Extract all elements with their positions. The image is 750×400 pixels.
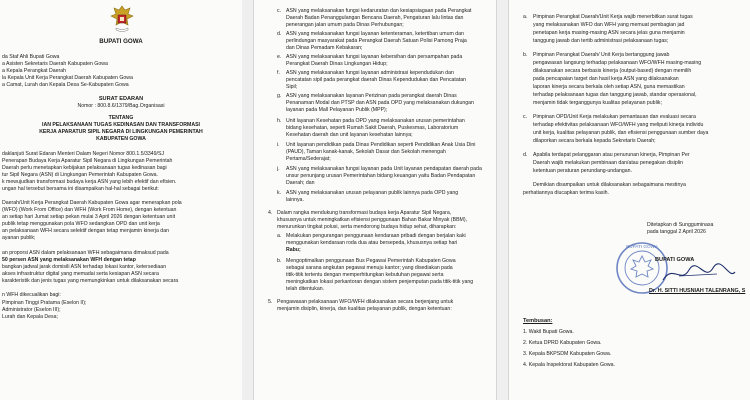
signer-name: Dr. H. SITTI HUSNIAH TALENRANG, S: [649, 288, 746, 294]
list-item-marker: e.: [277, 54, 282, 60]
page-gutter: [242, 0, 253, 400]
body-line: ASN yang melaksanakan layanan Perizinan pada perangkat daerah Dinas: [286, 93, 457, 99]
body-line: menurunkan tingkat polusi, serta mendorong budaya hidup sehat, diharapkan:: [277, 224, 457, 230]
body-line: yang melaksanakan WFO dan WFH yang memuat pembagian jad: [533, 22, 685, 28]
body-line: an pelaksanaan WFH secara selektif dengan tetap menjamin kinerja dan: [2, 228, 169, 234]
letter-title: SURAT EDARAN: [98, 96, 144, 102]
body-line: menggunakan kendaraan roda dua atau bersepeda, khususnya setiap hari: [286, 240, 458, 246]
body-line: Apabila terdapat pelanggaran atau penurunan kinerja, Pimpinan Per: [533, 152, 690, 158]
body-line: penerangan jalan umum pada Dinas Perhubungan;: [286, 22, 404, 28]
body-line: Pimpinan OPD/Unit Kerja melakukan pemantauan dan evaluasi secara: [533, 114, 696, 120]
body-line: tur Sipil Negara (ASN) di Lingkungan Pemerintah Kabupaten Gowa.: [2, 172, 159, 178]
body-line: daklanjuti Surat Edaran Menteri Dalam Negeri Nomor 800.1.5/3349/SJ: [2, 151, 165, 157]
list-item-marker: 4.: [268, 210, 273, 216]
closing-line: perhatiannya diucapkan terima kasih.: [523, 190, 609, 196]
body-line: Daerah; dan: [286, 180, 315, 186]
body-line: n WFH dikecualikan bagi:: [2, 292, 61, 298]
body-line: pencatatan sipil pada perangkat daerah Dinas Kependudukan dan Pencatatan: [286, 77, 466, 83]
list-item-marker: a.: [523, 14, 528, 20]
body-line: Sipil;: [286, 84, 298, 90]
body-line: ungan hal tersebut bersama ini disampaikan hal-hal sebagai berikut:: [2, 186, 159, 192]
body-line: ASN yang melaksanakan fungsi layanan pada Unit layanan pendapatan daerah pada: [286, 166, 482, 172]
body-line: laporan kinerja secara berkala oleh setiap ASN, guna memastikan: [533, 84, 685, 90]
seal-text: BUPATI GOWA: [626, 244, 658, 249]
body-line: ASN yang melaksanakan fungsi kedaruratan dan kesiapsiagaan pada Perangkat: [286, 8, 472, 14]
signing-date: pada tanggal 2 April 2026: [647, 229, 706, 235]
addressee-line: da Staf Ahli Bupati Gowa: [2, 54, 60, 60]
body-line: layanan pada Mall Pelayanan Publik (MPP);: [286, 107, 388, 113]
body-line: an proporsi ASN dalam pelaksanaan WFH sebagaimana dimaksud pada: [2, 250, 169, 256]
cc-item: 1. Wakil Bupati Gowa.: [523, 329, 574, 335]
list-item-marker: 5.: [268, 299, 273, 305]
body-line: dan Dinas Pemadam Kebakaran;: [286, 45, 363, 51]
body-line: Kesehatan daerah dan unit layanan kesehatan lainnya;: [286, 132, 413, 138]
body-line: ketentuan peraturan perundang-undangan.: [533, 168, 632, 174]
body-line: titik-titik tertentu dengan memperhitungkan kebutuhan pegawai serta: [286, 272, 444, 278]
body-line: ASN yang melaksanakan fungsi layanan kebersihan dan persampahan pada: [286, 54, 463, 60]
addressee-line: a Kepala Perangkat Daerah: [2, 68, 67, 74]
body-line: menjamin disiplin, kinerja, dan kualitas pelayanan publik, dengan ketentuan:: [277, 306, 452, 312]
body-line: karakteristik dan jenis tugas yang memungkinkan untuk dilaksanakan secara: [2, 278, 179, 284]
body-line: Penanaman Modal dan PTSP dan ASN pada OPD yang melaksanakan dukungan: [286, 100, 474, 106]
list-item-marker: b.: [277, 258, 282, 264]
list-item-marker: a.: [277, 233, 282, 239]
page-gutter: [497, 0, 508, 400]
signer-title: BUPATI GOWA: [655, 257, 695, 263]
body-line: Daerah perlu menetapkan kebijakan pelaksanaan tugas kedinasan bagi: [2, 165, 167, 171]
body-line: Unit layanan Kesehatan pada OPD yang melaksanakan urusan pemerintahan: [286, 118, 465, 124]
body-line: (WFO) (Work From Office) dan WFH (Work From Home), dengan ketentuan: [2, 207, 177, 213]
body-line: telah ditentukan.: [286, 286, 325, 292]
body-line: Pimpinan Perangkat Daerah/Unit Kerja wajib menerbitkan surat tugas: [533, 14, 693, 20]
body-line: publik tetap menggunakan pola WFO sedangkan OPD dan unit kerja: [2, 221, 160, 227]
list-item-marker: d.: [277, 31, 282, 37]
body-line: Penerapan Budaya Kerja Aparatur Sipil Negara di Lingkungan Pemerintah: [2, 158, 173, 164]
body-line: pengawasan langsung terhadap pelaksanaan WFO/WFH masing-masing: [533, 60, 702, 66]
list-item: Administrator (Eselon III);: [2, 307, 61, 313]
body-line: menjamin tidak terganggunya kualitas pelayanan publik;: [533, 100, 662, 106]
body-line: Pimpinan Perangkat Daerah/ Unit Kerja bertanggung jawab: [533, 52, 670, 58]
body-line: terhadap efektivitas pelaksanaan WFO/WFH yang meliputi kinerja individu: [533, 122, 704, 128]
body-line: ASN yang melaksanakan urusan pelayanan publik lainnya pada OPD yang: [286, 190, 459, 196]
signing-place: Ditetapkan di Sungguminasa: [647, 222, 714, 228]
body-line: unsur penunjang urusan Pemerintahan bidang keuangan yaitu Badan Pendapatan: [286, 173, 476, 179]
cc-item: 3. Kepala BKPSDM Kabupaten Gowa.: [523, 351, 612, 357]
about-line: IAN PELAKSANAAN TUGAS KEDINASAN DAN TRANSFORMASI: [42, 122, 200, 128]
body-line: Pengawasan pelaksanaan WFO/WFH dilaksanakan secara berjenjang untuk: [277, 299, 454, 305]
list-item-marker: k.: [277, 190, 282, 196]
list-item-marker: c.: [277, 8, 282, 14]
body-line: Daerah wajib melakukan pembinaan dan/atau penegakan disiplin: [533, 160, 683, 166]
list-item-marker: b.: [523, 52, 528, 58]
cc-item: 2. Ketua DPRD Kabupaten Gowa.: [523, 340, 602, 346]
list-item-marker: h.: [277, 118, 282, 124]
body-line: an setiap hari Jumat setiap pekan mulai 3 April 2026 dengan ketentuan unit: [2, 214, 176, 220]
body-line: Daerah Badan Penanggulangan Bencana Daerah, Pengaturan lalu lintas dan: [286, 15, 464, 21]
document-page-1: [0, 0, 242, 400]
body-line: ASN yang melaksanakan fungsi layanan ketenteraman, ketertiban umum dan: [286, 31, 464, 37]
body-line: pada pencapaian target dan hasil kerja ASN yang dilaksanakan: [533, 76, 679, 82]
body-line: Daerah/Unit Kerja Perangkat Daerah Kabupaten Gowa agar menerapkan pola: [2, 200, 182, 206]
body-line: bidang kesehatan, seperti Rumah Sakit Daerah, Puskesmas, Laboratorium: [286, 125, 459, 131]
about-line: KABUPATEN GOWA: [96, 136, 146, 142]
closing-line: Demikian disampaikan untuk dilaksanakan sebagaimana mestinya: [533, 182, 686, 188]
page-header: BUPATI GOWA: [99, 38, 143, 45]
addressee-line: a Asisten Sekretaris Daerah Kabupaten Gowa: [2, 61, 108, 67]
list-item-marker: j.: [277, 166, 280, 172]
addressee-line: la Kepala Unit Kerja Perangkat Daerah Kabupaten Gowa: [2, 75, 133, 81]
letter-number: Nomor : 800.8.6/1379/Bag.Organisasi: [77, 103, 165, 109]
body-line: khususnya untuk meningkatkan efisiensi penggunaan Bahan Bakar Minyak (BBM),: [277, 217, 468, 223]
garuda-emblem-icon: [110, 4, 134, 34]
body-line: meningkatkan lokasi perkantoran dengan sistem penjemputan pada titik-titik yang: [286, 279, 474, 285]
body-line: dilaporkan secara berkala kepada Sekretaris Daerah;: [533, 138, 656, 144]
document-page-2: [253, 0, 497, 400]
body-line: (PAUD), Taman kanak-kanak, Sekolah Dasar dan Sekolah menengah: [286, 149, 446, 155]
body-line: k mewujudkan transformasi budaya kerja ASN yang lebih efektif dan efisien.: [2, 179, 177, 185]
body-line: unit kerja, kualitas pelayanan publik, dan efisiensi penggunaan sumber daya: [533, 130, 709, 136]
body-line: 50 persen ASN yang melaksanakan WFH dengan tetap: [2, 257, 136, 263]
cc-item: 4. Kepala Inspektorat Kabupaten Gowa.: [523, 362, 615, 368]
list-item-marker: f.: [277, 70, 280, 76]
body-line: Pertama/Sederajat;: [286, 156, 331, 162]
document-page-3: [508, 0, 750, 400]
body-line: tanggung jawab dan tertib administrasi pelaksanaan tugas;: [533, 38, 669, 44]
addressee-line: a Camat, Lurah dan Kepala Desa Se-Kabupaten Gowa: [2, 82, 129, 88]
body-line: Unit layanan pendidikan pada Dinas Pendidikan seperti Pendidikan Anak Usia Dini: [286, 142, 476, 148]
body-line: Melakukan pengurangan penggunaan kendaraan pribadi dengan berjalan kaki: [286, 233, 466, 239]
body-line: lainnya.: [286, 197, 304, 203]
body-line: Perangkat Daerah Dinas Lingkungan Hidup;: [286, 61, 388, 67]
list-item-marker: g.: [277, 93, 282, 99]
list-item-marker: d.: [523, 152, 528, 158]
about-label: TENTANG: [108, 115, 134, 121]
body-line: Rabu;: [286, 247, 301, 253]
body-line: penetapan kerja masing-masing ASN secara jelas guna menjamin: [533, 30, 685, 36]
about-line: KERJA APARATUR SIPIL NEGARA DI LINGKUNGAN PEMERINTAH: [39, 129, 203, 135]
list-item-marker: c.: [523, 114, 528, 120]
body-line: dilaksanakan secara berbasis kinerja (output-based) dengan memilih: [533, 68, 692, 74]
body-line: sebagai sarana angkutan pegawai menuju kantor; yang disediakan pada: [286, 265, 453, 271]
body-line: ASN yang melaksanakan fungsi layanan administrasi kependudukan dan: [286, 70, 454, 76]
cc-title: Tembusan:: [523, 318, 553, 324]
body-line: akses infrastruktur digital yang memadai serta kesiapan ASN secara: [2, 271, 159, 277]
list-item-marker: i.: [277, 142, 280, 148]
body-line: Dalam rangka mendukung transformasi budaya kerja Aparatur Sipil Negara,: [277, 210, 452, 216]
body-line: terhadap pelaksanaan tugas dan tanggung jawab, standar operasional,: [533, 92, 697, 98]
body-line: perlindungan masyarakat pada Perangkat Daerah Satuan Polisi Pamong Praja: [286, 38, 467, 44]
body-line: bangkan jadwal jarak domisili ASN terhadap lokasi kantor, ketersediaan: [2, 264, 167, 270]
list-item: Lurah dan Kepala Desa;: [2, 314, 58, 320]
body-line: ayanan publik;: [2, 235, 36, 241]
handwritten-signature: [659, 262, 739, 286]
list-item: Pimpinan Tinggi Pratama (Eselon II);: [2, 300, 87, 306]
body-line: Mengoptimalkan penggunaan Bus Pegawai Pemerintah Kabupaten Gowa: [286, 258, 456, 264]
